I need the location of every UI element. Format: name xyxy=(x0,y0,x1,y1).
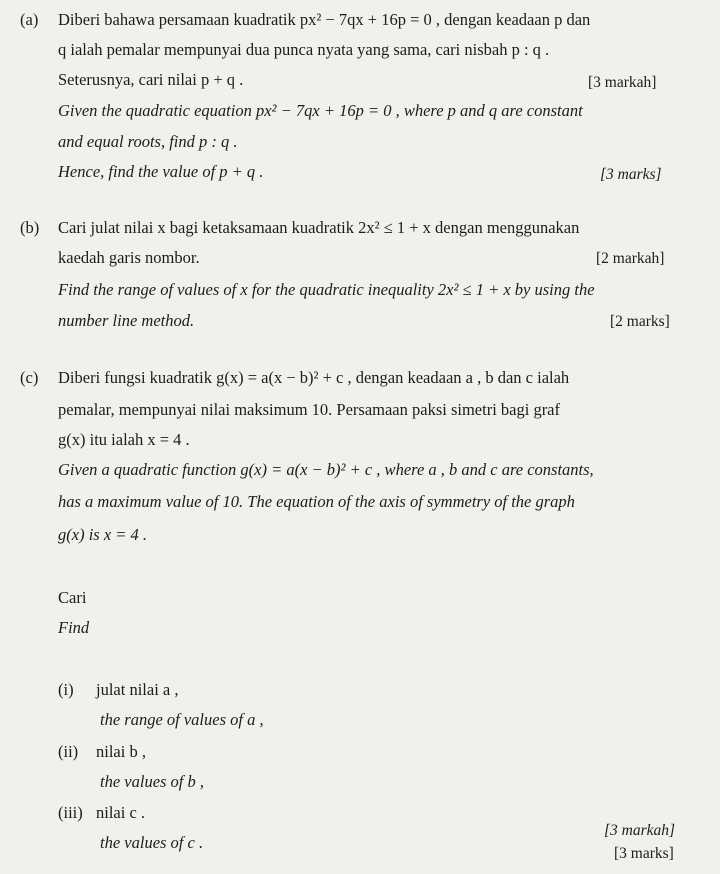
item-iii-ms: nilai c . xyxy=(96,803,146,822)
part-a-ms-line2: q ialah pemalar mempunyai dua punca nyata yang sama, cari nisbah p : q . xyxy=(58,40,550,59)
part-b-en-marks: [2 marks] xyxy=(610,313,670,330)
item-iii-en: the values of c . xyxy=(100,833,204,852)
part-a-en-line1: Given the quadratic equation px² − 7qx + 16p = 0 , where p and q are constant xyxy=(58,101,583,120)
part-c-en-marks: [3 marks] xyxy=(614,845,674,862)
item-i-ms: julat nilai a , xyxy=(96,680,179,699)
part-a-ms-marks: [3 markah] xyxy=(588,74,657,91)
part-a-label: (a) xyxy=(20,10,39,29)
find-ms-heading: Cari xyxy=(58,588,87,607)
find-en-heading: Find xyxy=(58,618,90,637)
part-b-ms-line2: kaedah garis nombor. xyxy=(58,248,200,267)
part-a-en-marks: [3 marks] xyxy=(600,166,662,183)
part-a-en-line2: and equal roots, find p : q . xyxy=(58,132,238,151)
part-b-ms-line1: Cari julat nilai x bagi ketaksamaan kuadratik 2x² ≤ 1 + x dengan menggunakan xyxy=(58,218,580,237)
part-c-en-line2: has a maximum value of 10. The equation of the axis of symmetry of the graph xyxy=(58,492,575,511)
item-iii-number: (iii) xyxy=(58,803,83,822)
part-b-label: (b) xyxy=(20,218,40,237)
item-ii-number: (ii) xyxy=(58,742,79,761)
part-a-en-line3: Hence, find the value of p + q . xyxy=(58,162,264,181)
item-ii-ms: nilai b , xyxy=(96,742,146,761)
part-c-ms-marks: [3 markah] xyxy=(604,822,676,839)
part-b-en-line1: Find the range of values of x for the quadratic inequality 2x² ≤ 1 + x by using the xyxy=(58,280,595,299)
part-a-ms-line1: Diberi bahawa persamaan kuadratik px² − 7qx + 16p = 0 , dengan keadaan p dan xyxy=(58,10,591,29)
item-i-number: (i) xyxy=(58,680,74,699)
part-c-ms-line1: Diberi fungsi kuadratik g(x) = a(x − b)² + c , dengan keadaan a , b dan c ialah xyxy=(58,368,570,387)
part-c-label: (c) xyxy=(20,368,39,387)
part-c-en-line1: Given a quadratic function g(x) = a(x − b)² + c , where a , b and c are constants, xyxy=(58,460,594,479)
part-a-ms-line3: Seterusnya, cari nilai p + q . xyxy=(58,70,244,89)
part-b-en-line2: number line method. xyxy=(58,311,195,330)
part-c-en-line3: g(x) is x = 4 . xyxy=(58,525,148,544)
item-ii-en: the values of b , xyxy=(100,772,205,791)
part-b-ms-marks: [2 markah] xyxy=(596,250,665,267)
part-c-ms-line3: g(x) itu ialah x = 4 . xyxy=(58,430,190,449)
part-c-ms-line2: pemalar, mempunyai nilai maksimum 10. Persamaan paksi simetri bagi graf xyxy=(58,400,561,419)
item-i-en: the range of values of a , xyxy=(100,710,264,729)
